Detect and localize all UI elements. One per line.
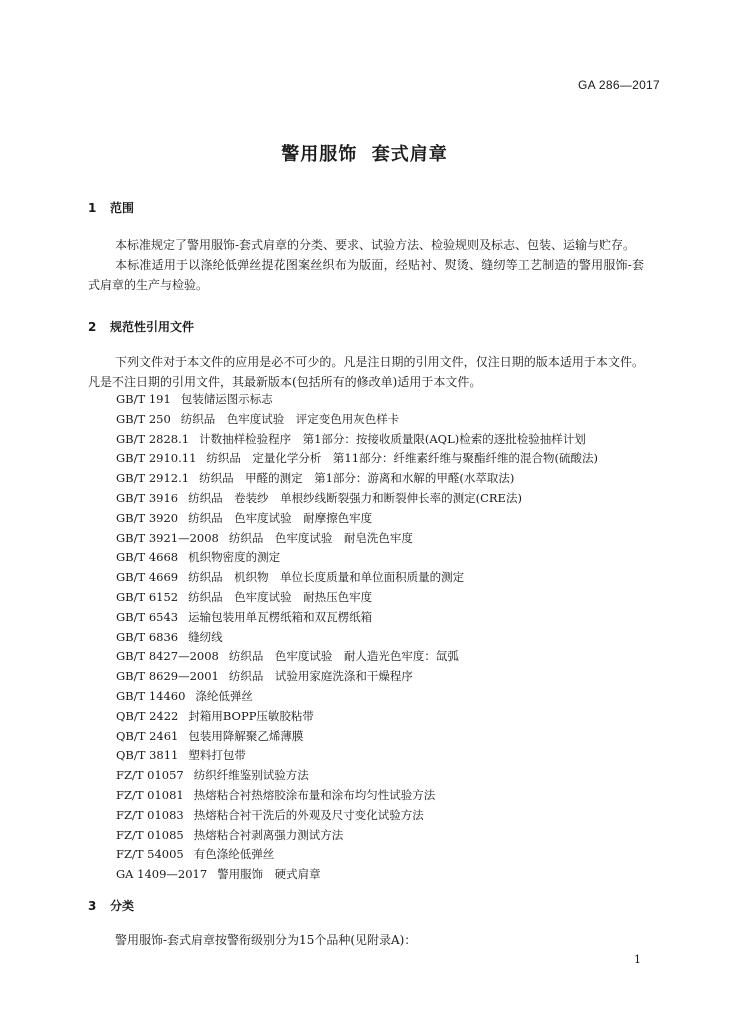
reference-code: QB/T 2422 [116,708,179,723]
reference-title: 封箱用BOPP压敏胶粘带 [188,708,314,723]
section-number: 3 [88,899,97,913]
page-number: 1 [634,953,641,966]
reference-code: GA 1409—2017 [116,867,208,882]
reference-item [116,746,598,766]
reference-item [116,489,598,509]
section-title: 范围 [110,201,135,215]
standard-code: GA 286—2017 [577,78,660,92]
reference-code: GB/T 8629—2001 [116,669,219,684]
reference-item [116,727,598,747]
normative-reference-list [116,390,598,885]
reference-code: FZ/T 54005 [116,847,184,862]
reference-title: 纺织品 色牢度试验 耐皂洗色牢度 [228,530,413,545]
reference-item [116,449,598,469]
reference-code: GB/T 6152 [116,589,179,604]
reference-title: 纺织品 试验用家庭洗涤和干燥程序 [228,669,413,684]
reference-code: GB/T 8427—2008 [116,649,219,664]
section-number: 2 [88,320,97,334]
reference-code: GB/T 250 [116,411,171,426]
reference-title: 机织物密度的测定 [188,550,281,565]
section-title: 分类 [110,899,135,913]
reference-code: GB/T 2912.1 [116,471,190,486]
reference-title: 热熔粘合衬热熔胶涂布量和涂布均匀性试验方法 [193,787,436,802]
reference-item [116,529,598,549]
reference-code: GB/T 3920 [116,510,179,525]
reference-item [116,786,598,806]
reference-item [116,766,598,786]
reference-item [116,806,598,826]
reference-code: GB/T 6836 [116,629,179,644]
reference-item [116,608,598,628]
scope-paragraph-1: 本标准规定了警用服饰-套式肩章的分类、要求、试验方法、检验规则及标志、包装、运输与贮存。 [115,238,636,252]
reference-item [116,826,598,846]
reference-title: 塑料打包带 [188,748,246,763]
document-title: 警用服饰 套式肩章 [281,144,448,165]
reference-code: GB/T 2910.11 [116,451,197,466]
reference-item [116,469,598,489]
reference-item [116,667,598,687]
reference-code: QB/T 3811 [116,748,179,763]
section-3-heading [88,897,134,914]
reference-code: GB/T 4668 [116,550,179,565]
reference-title: 警用服饰 硬式肩章 [217,867,321,882]
reference-item [116,865,598,885]
section-title: 规范性引用文件 [110,320,195,334]
reference-code: GB/T 6543 [116,609,179,624]
reference-item [116,410,598,430]
reference-code: GB/T 4669 [116,570,179,585]
reference-title: 纺织品 色牢度试验 耐摩擦色牢度 [188,510,373,525]
reference-title: 纺织品 卷装纱 单根纱线断裂强力和断裂伸长率的测定(CRE法) [188,490,522,505]
section-2-heading [88,318,194,335]
reference-code: GB/T 2828.1 [116,431,190,446]
reference-code: QB/T 2461 [116,728,179,743]
reference-item [116,430,598,450]
reference-item [116,628,598,648]
classification-paragraph: 警用服饰-套式肩章按警衔级别分为15个品种(见附录A)： [115,933,417,947]
reference-code: GB/T 3921—2008 [116,530,219,545]
reference-code: GB/T 3916 [116,490,179,505]
reference-title: 包装用降解聚乙烯薄膜 [188,728,304,743]
reference-code: FZ/T 01083 [116,807,184,822]
reference-item [116,687,598,707]
reference-code: GB/T 14460 [116,688,186,703]
reference-item [116,707,598,727]
reference-title: 纺织品 定量化学分析 第11部分：纤维素纤维与聚酯纤维的混合物(硫酸法) [206,451,599,466]
reference-title: 涤纶低弹丝 [195,688,253,703]
section-1-heading [88,199,134,216]
reference-title: 热熔粘合衬剥离强力测试方法 [193,827,344,842]
reference-title: 计数抽样检验程序 第1部分：按接收质量限(AQL)检索的逐批检验抽样计划 [199,431,586,446]
reference-item [116,390,598,410]
reference-code: FZ/T 01081 [116,787,184,802]
reference-code: FZ/T 01057 [116,768,184,783]
scope-paragraph-2: 本标准适用于以涤纶低弹丝提花图案丝织布为版面，经贴衬、熨烫、缝纫等工艺制造的警用服饰-套式肩章的生产与检验。 [88,258,644,292]
reference-title: 纺织纤维鉴别试验方法 [193,768,309,783]
reference-item [116,509,598,529]
reference-item [116,568,598,588]
section-number: 1 [88,201,97,215]
reference-item [116,845,598,865]
reference-title: 纺织品 甲醛的测定 第1部分：游离和水解的甲醛(水萃取法) [199,471,515,486]
reference-title: 纺织品 色牢度试验 耐人造光色牢度：氙弧 [228,649,459,664]
reference-title: 缝纫线 [188,629,223,644]
reference-title: 有色涤纶低弹丝 [193,847,275,862]
reference-code: FZ/T 01085 [116,827,184,842]
reference-item [116,588,598,608]
reference-title: 纺织品 机织物 单位长度质量和单位面积质量的测定 [188,570,465,585]
reference-code: GB/T 191 [116,392,171,406]
reference-title: 纺织品 色牢度试验 评定变色用灰色样卡 [180,411,400,426]
reference-title: 纺织品 色牢度试验 耐热压色牢度 [188,589,373,604]
reference-title: 包装储运图示标志 [180,392,273,406]
references-intro-paragraph: 下列文件对于本文件的应用是必不可少的。凡是注日期的引用文件，仅注日期的版本适用于本文件。凡是不注日期的引用文件，其最新版本(包括所有的修改单)适用于本文件。 [88,355,644,389]
reference-title: 运输包装用单瓦楞纸箱和双瓦楞纸箱 [188,609,373,624]
reference-item [116,548,598,568]
reference-title: 热熔粘合衬干洗后的外观及尺寸变化试验方法 [193,807,424,822]
reference-item [116,647,598,667]
